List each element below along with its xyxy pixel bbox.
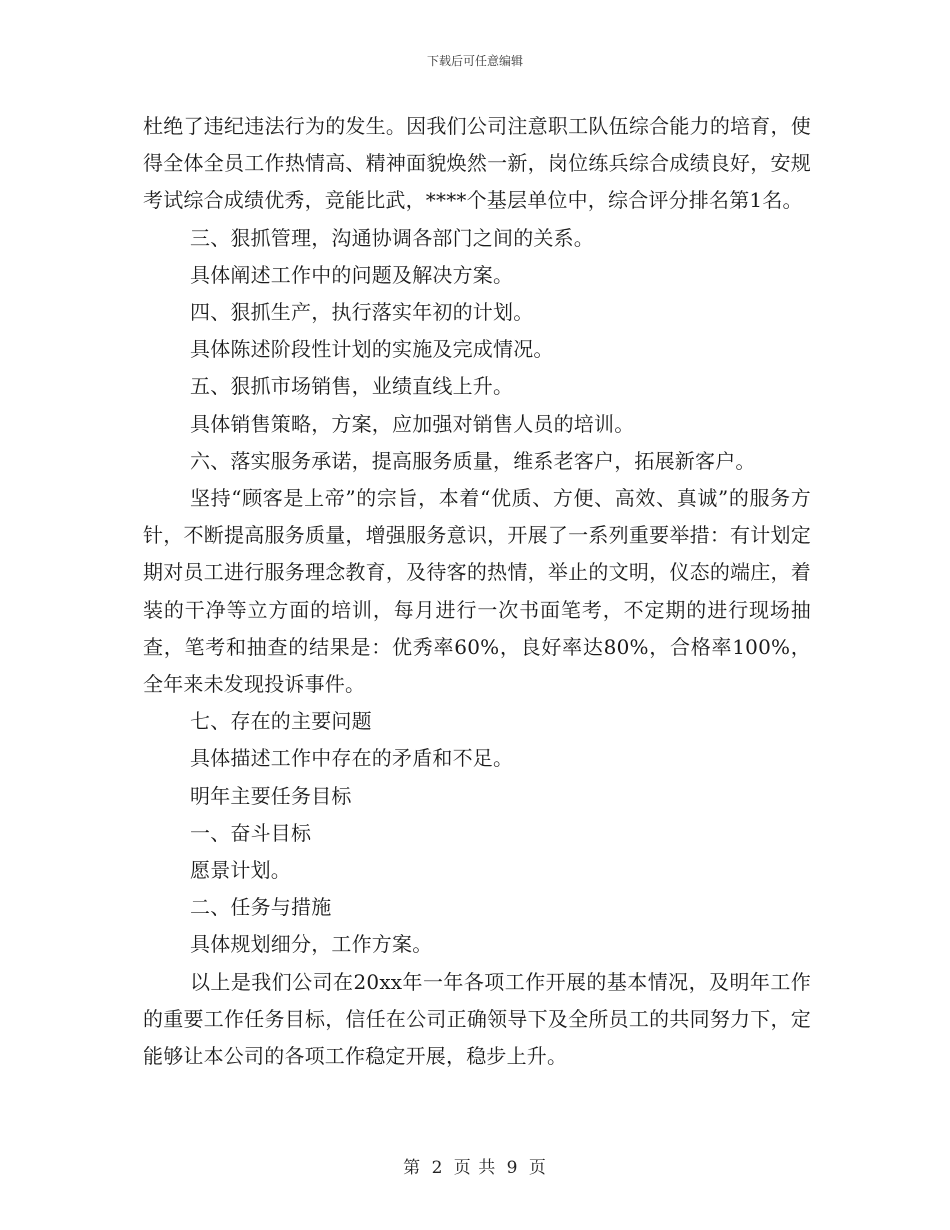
paragraph-11: 具体描述工作中存在的矛盾和不足。	[190, 746, 514, 771]
page-header: 下载后可任意编辑	[426, 54, 523, 68]
paragraph-1: 杜绝了违纪违法行为的发生。因我们公司注意职工队伍综合能力的培育，使得全体全员工作热情高、精神面貌焕然一新，岗位练兵综合成绩良好，安规考试综合成绩优秀，竞能比武，****个基层单位中，综合评分排名第1名。	[143, 114, 811, 213]
footer-page-number: 2	[431, 1158, 444, 1178]
paragraph-7: 具体销售策略，方案，应加强对销售人员的培训。	[190, 411, 635, 436]
paragraph-8: 六、落实服务承诺，提高服务质量，维系老客户，拓展新客户。	[190, 448, 756, 473]
paragraph-6: 五、狠抓市场销售，业绩直线上升。	[190, 374, 514, 399]
footer-prefix: 第	[403, 1158, 422, 1178]
paragraph-10: 七、存在的主要问题	[190, 709, 372, 734]
paragraph-5: 具体陈述阶段性计划的实施及完成情况。	[190, 337, 554, 362]
paragraph-15: 二、任务与措施	[190, 895, 332, 920]
paragraph-14: 愿景计划。	[190, 858, 291, 883]
footer-middle: 页 共	[453, 1158, 497, 1178]
footer-total-pages: 9	[506, 1158, 519, 1178]
page-footer	[0, 1153, 950, 1178]
paragraph-16: 具体规划细分，工作方案。	[190, 932, 433, 957]
paragraph-3: 具体阐述工作中的问题及解决方案。	[190, 262, 514, 287]
document-body	[143, 108, 811, 1075]
footer-suffix: 页	[528, 1158, 547, 1178]
paragraph-4: 四、狠抓生产，执行落实年初的计划。	[190, 300, 534, 325]
paragraph-2: 三、狠抓管理，沟通协调各部门之间的关系。	[190, 225, 594, 250]
paragraph-13: 一、奋斗目标	[190, 820, 312, 845]
paragraph-12: 明年主要任务目标	[190, 783, 352, 808]
paragraph-9: 坚持“顾客是上帝”的宗旨，本着“优质、方便、高效、真诚”的服务方针，不断提高服务质量，增强服务意识，开展了一系列重要举措：有计划定期对员工进行服务理念教育，及待客的热情，举止的文明，仪态的端庄，着装的干净等立方面的培训，每月进行一次书面笔考，不定期的进行现场抽查，笔考和抽查的结果是：优秀率60%，良好率达80%，合格率100%，全年来未发现投诉事件。	[143, 486, 811, 697]
paragraph-17: 以上是我们公司在20xx年一年各项工作开展的基本情况，及明年工作的重要工作任务目标，信任在公司正确领导下及全所员工的共同努力下，定能够让本公司的各项工作稳定开展，稳步上升。	[143, 969, 811, 1069]
